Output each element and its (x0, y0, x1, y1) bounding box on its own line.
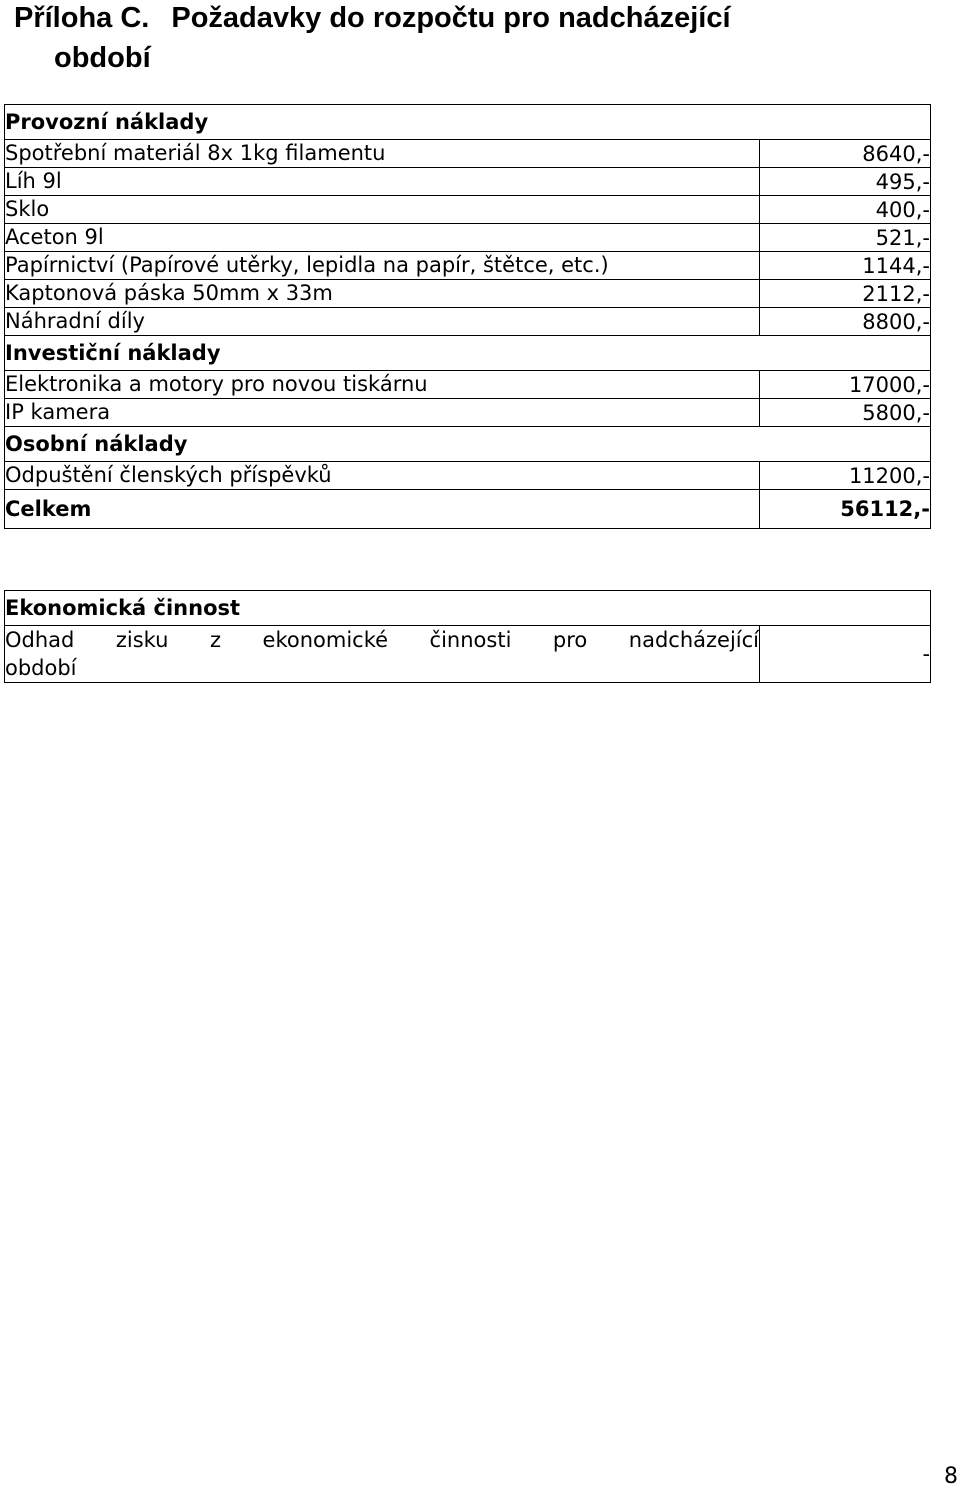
item-amount: 1144,- (760, 252, 931, 280)
total-row (5, 490, 931, 529)
title-line-1: Požadavky do rozpočtu pro nadcházející (171, 2, 731, 34)
economic-label-line-1: Odhad zisku z ekonomické činnosti pro nadcházející (5, 628, 759, 652)
economic-table (4, 590, 931, 683)
item-label: Odpuštění členských příspěvků (5, 462, 760, 490)
item-label (5, 626, 760, 683)
item-amount: 400,- (760, 196, 931, 224)
item-label: Náhradní díly (5, 308, 760, 336)
item-amount: 11200,- (760, 462, 931, 490)
table-row (5, 252, 931, 280)
item-amount: - (760, 626, 931, 683)
total-amount: 56112,- (760, 490, 931, 529)
table-row (5, 280, 931, 308)
item-label: IP kamera (5, 399, 760, 427)
table-row (5, 308, 931, 336)
section-title-investicni: Investiční náklady (5, 336, 931, 371)
item-label: Spotřební materiál 8x 1kg filamentu (5, 140, 760, 168)
item-amount: 521,- (760, 224, 931, 252)
table-row (5, 626, 931, 683)
table-row (5, 399, 931, 427)
table-row (5, 224, 931, 252)
appendix-label: Příloha C. (14, 2, 150, 34)
section-header-row (5, 336, 931, 371)
table-row (5, 140, 931, 168)
section-header-row (5, 105, 931, 140)
total-label: Celkem (5, 490, 760, 529)
item-amount: 5800,- (760, 399, 931, 427)
section-title-economic: Ekonomická činnost (5, 591, 931, 626)
item-amount: 495,- (760, 168, 931, 196)
item-amount: 17000,- (760, 371, 931, 399)
table-row (5, 371, 931, 399)
table-row (5, 196, 931, 224)
economic-label-line-2: období (5, 656, 77, 680)
section-header-row (5, 591, 931, 626)
section-header-row (5, 427, 931, 462)
table-row (5, 462, 931, 490)
item-label: Líh 9l (5, 168, 760, 196)
page-title (14, 0, 914, 78)
page-number: 8 (944, 1464, 958, 1489)
budget-table (4, 104, 931, 529)
item-label: Papírnictví (Papírové utěrky, lepidla na papír, štětce, etc.) (5, 252, 760, 280)
item-amount: 8800,- (760, 308, 931, 336)
item-label: Sklo (5, 196, 760, 224)
section-title-provozni: Provozní náklady (5, 105, 931, 140)
item-label: Kaptonová páska 50mm x 33m (5, 280, 760, 308)
item-label: Elektronika a motory pro novou tiskárnu (5, 371, 760, 399)
item-label: Aceton 9l (5, 224, 760, 252)
table-row (5, 168, 931, 196)
title-line-2: období (54, 42, 151, 74)
item-amount: 2112,- (760, 280, 931, 308)
section-title-osobni: Osobní náklady (5, 427, 931, 462)
item-amount: 8640,- (760, 140, 931, 168)
